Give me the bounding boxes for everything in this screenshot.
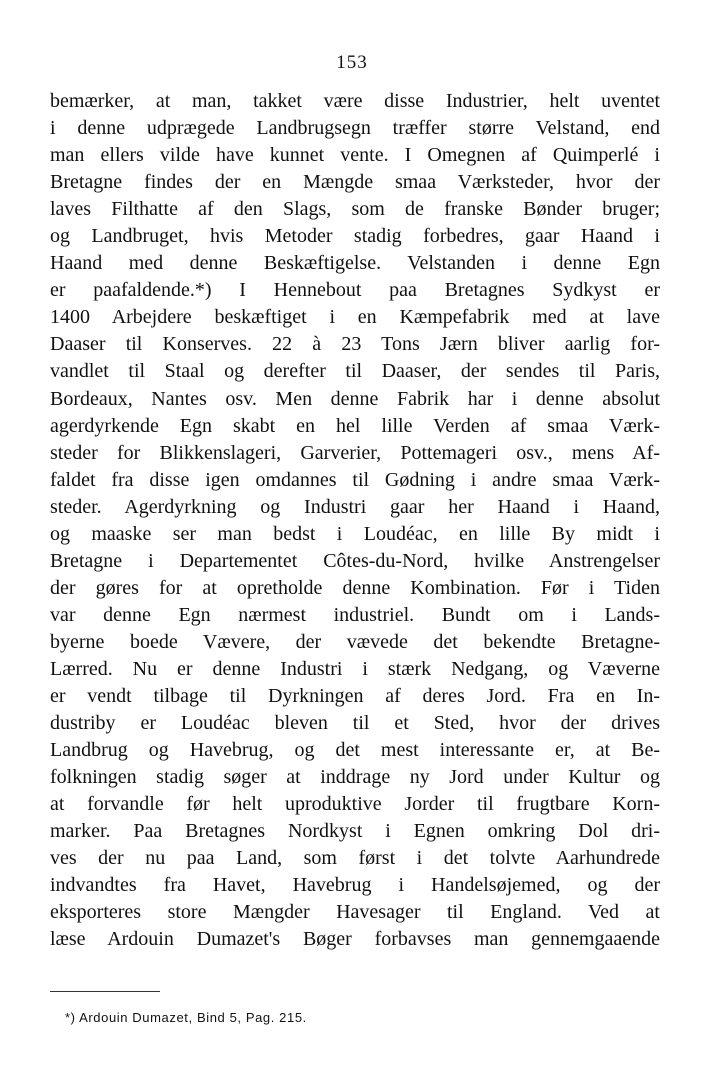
text-line: steder for Blikkenslageri, Garverier, Pottemageri osv., mens Af- [50,441,660,464]
text-line: folkningen stadig søger at inddrage ny Jord under Kultur og [50,766,660,789]
text-line: Lærred. Nu er denne Industri i stærk Nedgang, og Væverne [50,657,660,680]
text-line: bemærker, at man, takket være disse Industrier, helt uventet [50,90,660,112]
text-line: Bretagne i Departementet Côtes-du-Nord, hvilke Anstrengelser [50,549,660,572]
text-line: steder. Agerdyrkning og Industri gaar her Haand i Haand, [50,495,660,518]
text-line: Haand med denne Beskæftigelse. Velstanden i denne Egn [50,252,660,275]
body-text [50,88,660,954]
text-line: at forvandle før helt uproduktive Jorder til frugtbare Korn- [50,793,660,816]
text-line: man ellers vilde have kunnet vente. I Omegnen af Quimperlé i [50,144,660,167]
text-line: ves der nu paa Land, som først i det tolvte Aarhundrede [50,847,660,870]
text-line: er paafaldende.*) I Hennebout paa Bretagnes Sydkyst er [50,279,660,302]
footnote-divider [50,991,160,992]
text-line: og Landbruget, hvis Metoder stadig forbedres, gaar Haand i [50,225,660,248]
text-line: er vendt tilbage til Dyrkningen af deres Jord. Fra en In- [50,685,660,708]
text-line: 1400 Arbejdere beskæftiget i en Kæmpefabrik med at lave [50,306,660,329]
text-line: vandlet til Staal og derefter til Daaser, der sendes til Paris, [50,360,660,383]
text-line: Bretagne findes der en Mængde smaa Værksteder, hvor der [50,171,660,194]
text-line: dustriby er Loudéac bleven til et Sted, hvor der drives [50,712,660,735]
text-line: læse Ardouin Dumazet's Bøger forbavses man gennemgaaende [50,928,660,951]
text-line: Bordeaux, Nantes osv. Men denne Fabrik har i denne absolut [50,387,660,410]
text-line: byerne boede Vævere, der vævede det bekendte Bretagne- [50,630,660,653]
footnote: *) Ardouin Dumazet, Bind 5, Pag. 215. [65,1010,307,1025]
page-number: 153 [336,52,368,73]
text-line: marker. Paa Bretagnes Nordkyst i Egnen omkring Dol dri- [50,820,660,843]
text-line: Landbrug og Havebrug, og det mest interessante er, at Be- [50,739,660,762]
text-line: i denne udprægede Landbrugsegn træffer større Velstand, end [50,117,660,140]
text-line: indvandtes fra Havet, Havebrug i Handelsøjemed, og der [50,874,660,897]
text-line: der gøres for at opretholde denne Kombination. Før i Tiden [50,576,660,599]
text-line: eksporteres store Mængder Havesager til England. Ved at [50,901,660,924]
text-line: og maaske ser man bedst i Loudéac, en lille By midt i [50,522,660,545]
text-line: faldet fra disse igen omdannes til Gødning i andre smaa Værk- [50,468,660,491]
text-line: agerdyrkende Egn skabt en hel lille Verden af smaa Værk- [50,414,660,437]
text-line: Daaser til Konserves. 22 à 23 Tons Jærn bliver aarlig for- [50,333,660,356]
text-line: var denne Egn nærmest industriel. Bundt om i Lands- [50,603,660,626]
text-line: laves Filthatte af den Slags, som de franske Bønder bruger; [50,198,660,221]
